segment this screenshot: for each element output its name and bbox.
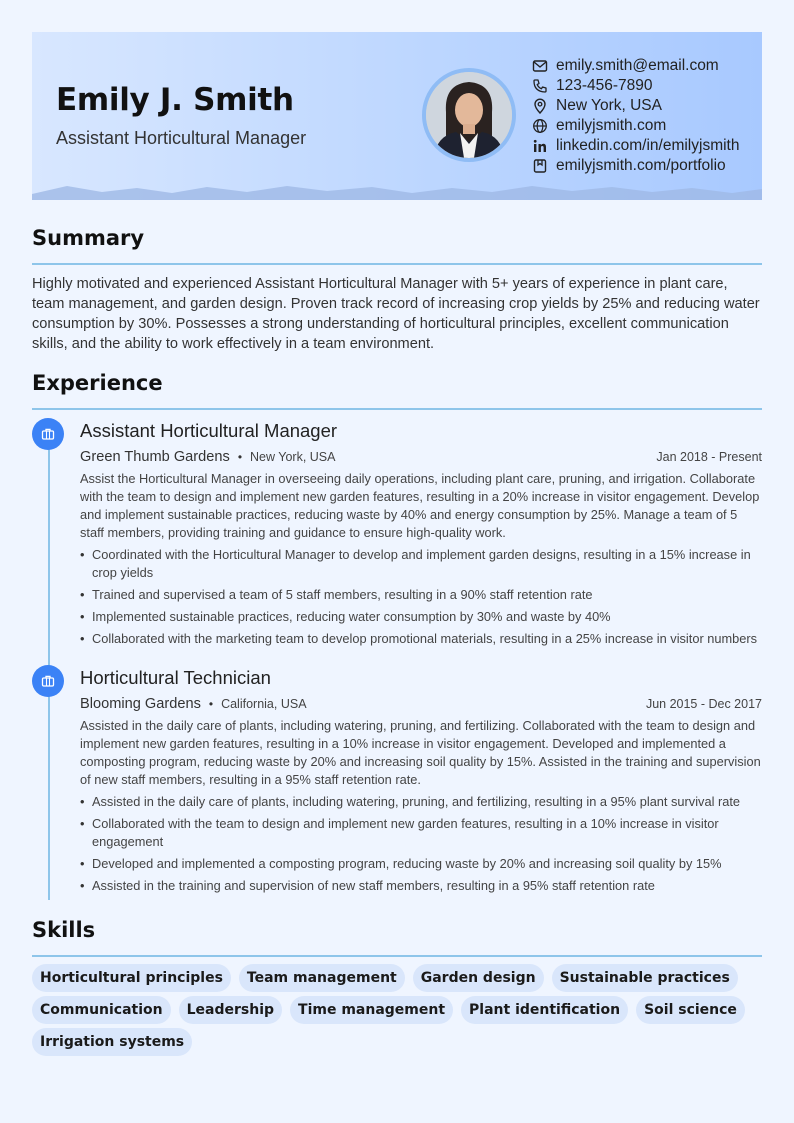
contact-linkedin-text: linkedin.com/in/emilyjsmith — [556, 137, 740, 154]
summary-text: Highly motivated and experienced Assistant Horticultural Manager with 5+ years of experience in plant care, team management, and garden design. Proven track record of increasing crop yields by 25% and reducing water consumption by 30%. Possesses a strong understanding of horticultural principles, excellent communication skills, and the ability to work effectively in a team environment. — [32, 276, 760, 352]
job-location: California, USA — [221, 697, 307, 711]
job-description: Assist the Horticultural Manager in overseeing daily operations, including plant care, pruning, and irrigation. Collaborate with the team to design and implement new garden features, resulting in a 20% increase in visitor engagement. Develop and implement sustainable practices, reducing waste by 40% and energy consumption by 25%. Manage a team of 5 staff members, providing training and guidance to ensure high-quality work. — [80, 471, 760, 540]
skill-chip: Garden design — [413, 964, 544, 992]
skill-chip: Irrigation systems — [32, 1028, 192, 1056]
skill-chip: Sustainable practices — [552, 964, 738, 992]
location-icon — [532, 98, 548, 114]
linkedin-icon — [532, 138, 548, 154]
avatar-portrait-icon — [426, 72, 512, 158]
separator-dot: • — [208, 697, 214, 711]
list-item: • Developed and implemented a composting program, reducing waste by 20% and increasing soil quality by 15% — [80, 855, 762, 873]
skill-chip: Communication — [32, 996, 171, 1024]
job-entry — [80, 418, 762, 652]
summary-heading: Summary — [32, 226, 145, 250]
job-description: Assisted in the daily care of plants, including watering, pruning, and fertilizing. Collaborated with the team to design and implement new garden features, resulting in a 10% increase in visitor engagement. Developed and implemented a composting program, reducing waste by 20% and increasing soil quality by 15%. Assisted in the training and supervision of new staff members, resulting in a 95% staff retention rate. — [80, 718, 761, 787]
experience-divider — [32, 408, 762, 410]
skill-chip: Time management — [290, 996, 453, 1024]
phone-icon — [532, 78, 548, 94]
globe-icon — [532, 118, 548, 134]
header-wave-decoration — [32, 184, 762, 200]
resume-header — [32, 32, 762, 200]
list-item: • Collaborated with the team to design and implement new garden features, resulting in a 10% increase in visitor engagement — [80, 815, 762, 851]
skill-chip: Horticultural principles — [32, 964, 231, 992]
list-item: • Collaborated with the marketing team to develop promotional materials, resulting in a 25% increase in visitor numbers — [80, 630, 762, 648]
contact-location — [532, 96, 739, 116]
email-icon — [532, 58, 548, 74]
job-title: Horticultural Technician — [80, 667, 271, 688]
job-company: Blooming Gardens — [80, 696, 201, 712]
skill-chip: Soil science — [636, 996, 745, 1024]
skills-heading: Skills — [32, 918, 96, 942]
contact-website-text: emilyjsmith.com — [556, 117, 667, 134]
job-achievements — [80, 546, 762, 648]
job-title: Assistant Horticultural Manager — [80, 420, 338, 441]
list-item: • Assisted in the training and supervision of new staff members, resulting in a 95% staff retention rate — [80, 877, 762, 895]
job-meta — [80, 691, 762, 717]
skills-divider — [32, 955, 762, 957]
job-company: Green Thumb Gardens — [80, 449, 230, 465]
briefcase-icon — [32, 665, 64, 697]
contact-email-text: emily.smith@email.com — [556, 57, 719, 74]
summary-divider — [32, 263, 762, 265]
contact-website[interactable] — [532, 116, 739, 136]
skill-chip: Team management — [239, 964, 405, 992]
contact-portfolio-text: emilyjsmith.com/portfolio — [556, 157, 726, 174]
separator-dot: • — [237, 450, 243, 464]
list-item: • Trained and supervised a team of 5 staff members, resulting in a 90% staff retention rate — [80, 586, 762, 604]
skill-chip: Plant identification — [461, 996, 628, 1024]
contact-email[interactable] — [532, 56, 739, 76]
candidate-name: Emily J. Smith — [56, 82, 294, 118]
candidate-role: Assistant Horticultural Manager — [56, 128, 307, 148]
job-dates: Jan 2018 - Present — [656, 450, 762, 464]
contact-phone-text: 123-456-7890 — [556, 77, 653, 94]
portfolio-icon — [532, 158, 548, 174]
skills-list — [32, 964, 762, 1056]
contact-list — [532, 56, 739, 176]
job-achievements — [80, 793, 762, 895]
briefcase-icon — [32, 418, 64, 450]
list-item: • Coordinated with the Horticultural Manager to develop and implement garden designs, resulting in a 15% increase in crop yields — [80, 546, 762, 582]
job-meta — [80, 444, 762, 470]
contact-portfolio[interactable] — [532, 156, 739, 176]
job-entry — [80, 665, 762, 899]
contact-location-text: New York, USA — [556, 97, 662, 114]
contact-linkedin[interactable] — [532, 136, 739, 156]
experience-heading: Experience — [32, 371, 163, 395]
list-item: • Assisted in the daily care of plants, including watering, pruning, and fertilizing, resulting in a 95% plant survival rate — [80, 793, 762, 811]
list-item: • Implemented sustainable practices, reducing water consumption by 30% and waste by 40% — [80, 608, 762, 626]
job-dates: Jun 2015 - Dec 2017 — [645, 697, 762, 711]
job-location: New York, USA — [250, 450, 336, 464]
contact-phone[interactable] — [532, 76, 739, 96]
profile-photo — [422, 68, 516, 162]
skill-chip: Leadership — [179, 996, 282, 1024]
